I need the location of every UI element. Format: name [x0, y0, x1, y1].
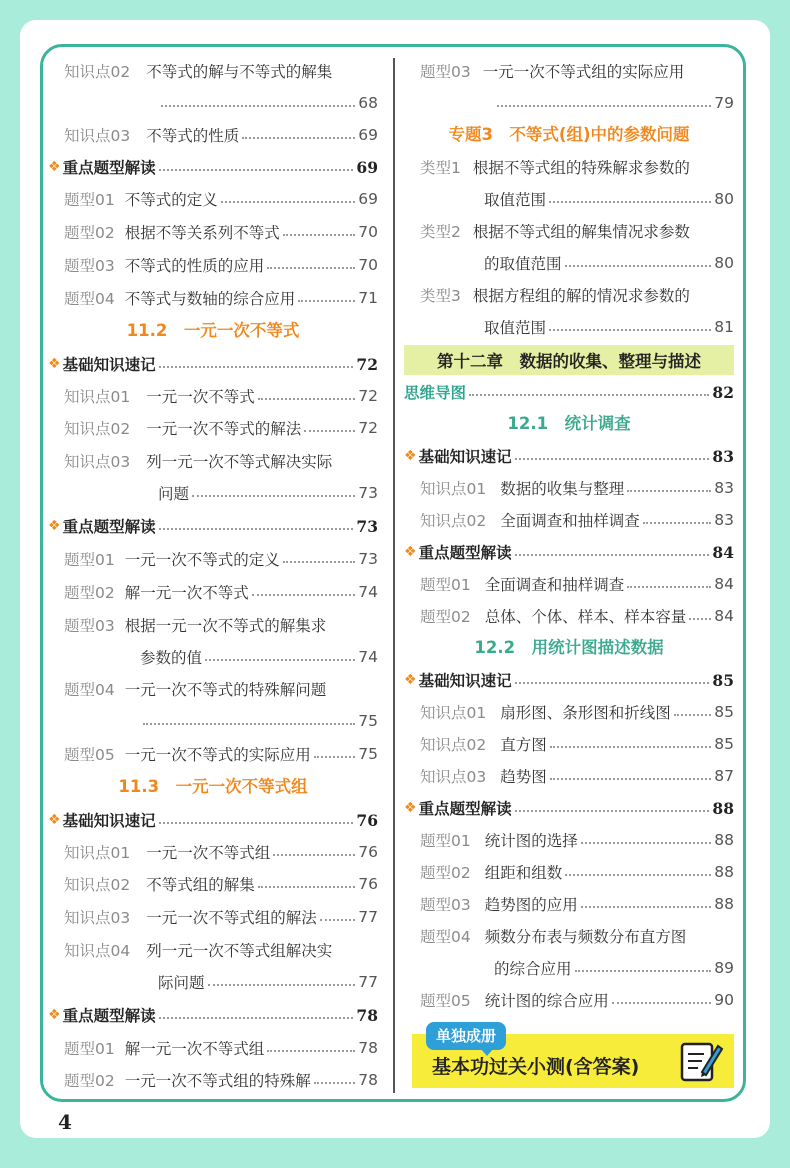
toc-entry[interactable]	[64, 901, 378, 933]
section-header[interactable]	[48, 151, 378, 183]
leader-dots	[192, 495, 355, 497]
entry-page: 90	[714, 991, 734, 1009]
entry-title: 趋势图的应用	[484, 896, 578, 914]
entry-kind: 题型04	[64, 290, 115, 308]
section-header[interactable]	[48, 804, 378, 836]
section-page: 76	[356, 810, 378, 830]
entry-kind: 题型03	[420, 63, 471, 81]
entry-title: 解一元一次不等式组	[124, 1040, 265, 1058]
leader-dots	[320, 919, 356, 921]
entry-title-continued: 的取值范围	[484, 255, 562, 273]
entry-page: 89	[714, 959, 734, 977]
diamond-icon: ❖	[48, 356, 61, 372]
entry-page: 74	[358, 648, 378, 666]
leader-dots	[258, 398, 356, 400]
leader-dots	[159, 1017, 354, 1019]
diamond-icon: ❖	[48, 518, 61, 534]
leader-dots	[581, 842, 712, 844]
page-number: 4	[58, 1110, 72, 1134]
leader-dots	[549, 201, 711, 203]
toc-entry-continued[interactable]	[484, 247, 734, 279]
entry-kind: 知识点03	[64, 909, 131, 927]
entry-title: 不等式的定义	[124, 191, 218, 209]
entry-title-continued: 取值范围	[484, 319, 547, 337]
leader-dots	[565, 265, 712, 267]
entry-title-continued: 参数的值	[140, 649, 203, 667]
entry-title: 根据一元一次不等式的解集求	[124, 617, 327, 635]
leader-dots	[221, 201, 356, 203]
leader-dots	[515, 554, 710, 556]
leader-dots	[242, 137, 355, 139]
supplement-tag: 单独成册	[426, 1022, 506, 1050]
entry-page: 73	[358, 484, 378, 502]
entry-kind: 题型05	[420, 992, 471, 1010]
entry-title: 解一元一次不等式	[124, 584, 249, 602]
section-header[interactable]	[48, 510, 378, 542]
entry-page: 85	[714, 703, 734, 721]
leader-dots	[252, 594, 356, 596]
entry-kind: 知识点03	[64, 127, 131, 145]
toc-entry[interactable]	[64, 216, 378, 248]
leader-dots	[689, 618, 711, 620]
entry-page: 88	[714, 831, 734, 849]
entry-page: 84	[714, 607, 734, 625]
leader-dots	[469, 394, 709, 396]
entry-title: 根据不等关系列不等式	[124, 224, 280, 242]
entry-page: 76	[358, 843, 378, 861]
section-page: 88	[712, 798, 734, 818]
toc-entry-continued[interactable]	[140, 641, 378, 673]
entry-title: 根据方程组的解的情况求参数的	[472, 287, 690, 305]
section-page: 73	[356, 516, 378, 536]
entry-kind: 题型01	[64, 1040, 115, 1058]
section-title: 基础知识速记	[418, 672, 512, 690]
section-header[interactable]	[404, 792, 734, 824]
entry-kind: 知识点02	[420, 512, 487, 530]
diamond-icon: ❖	[48, 159, 61, 175]
entry-title: 一元一次不等式组	[146, 844, 271, 862]
entry-kind: 知识点01	[420, 704, 487, 722]
section-title: 重点题型解读	[62, 159, 156, 177]
toc-entry[interactable]	[64, 380, 378, 412]
entry-title: 一元一次不等式的解法	[146, 420, 302, 438]
entry-title: 不等式组的解集	[146, 876, 255, 894]
entry-page: 83	[714, 479, 734, 497]
leader-dots	[258, 886, 356, 888]
entry-kind: 题型02	[64, 224, 115, 242]
entry-kind: 题型02	[64, 1072, 115, 1090]
leader-dots	[161, 105, 355, 107]
leader-dots	[515, 458, 710, 460]
entry-title: 扇形图、条形图和折线图	[500, 704, 671, 722]
entry-title-continued: 问题	[158, 485, 190, 503]
toc-entry[interactable]	[64, 412, 378, 444]
entry-kind: 知识点01	[420, 480, 487, 498]
entry-title-continued: 际问题	[158, 974, 205, 992]
entry-kind: 知识点01	[64, 844, 131, 862]
leader-dots	[208, 984, 356, 986]
entry-kind: 知识点02	[64, 63, 131, 81]
leader-dots	[515, 810, 710, 812]
entry-page: 80	[714, 254, 734, 272]
toc-entry[interactable]	[420, 920, 686, 952]
entry-page: 75	[358, 712, 378, 730]
toc-entry[interactable]	[64, 934, 332, 966]
toc-entry-continued[interactable]	[484, 183, 734, 215]
toc-entry-continued[interactable]	[158, 87, 378, 119]
section-header[interactable]	[404, 440, 734, 472]
entry-page: 84	[714, 575, 734, 593]
mind-map-page: 82	[712, 382, 734, 402]
leader-dots	[273, 854, 355, 856]
entry-title: 总体、个体、样本、样本容量	[484, 608, 687, 626]
leader-dots	[643, 522, 712, 524]
entry-page: 69	[358, 190, 378, 208]
toc-entry[interactable]	[64, 1064, 378, 1096]
diamond-icon: ❖	[404, 544, 417, 560]
leader-dots	[205, 659, 355, 661]
entry-kind: 题型03	[64, 257, 115, 275]
entry-title-continued: 取值范围	[484, 191, 547, 209]
leader-dots	[159, 822, 354, 824]
leader-dots	[497, 105, 711, 107]
entry-page: 71	[358, 289, 378, 307]
entry-title: 一元一次不等式的定义	[124, 551, 280, 569]
entry-page: 79	[714, 94, 734, 112]
entry-title: 统计图的选择	[484, 832, 578, 850]
toc-entry[interactable]	[420, 504, 734, 536]
toc-entry[interactable]	[64, 445, 332, 477]
entry-kind: 类型2	[420, 223, 461, 241]
toc-entry[interactable]	[420, 856, 734, 888]
entry-kind: 题型01	[64, 551, 115, 569]
pencil-note-icon	[678, 1038, 724, 1084]
entry-kind: 题型05	[64, 746, 115, 764]
entry-page: 85	[714, 735, 734, 753]
entry-title: 列一元一次不等式解决实际	[146, 453, 333, 471]
leader-dots	[304, 430, 355, 432]
section-page: 84	[712, 542, 734, 562]
toc-entry-continued[interactable]	[140, 705, 378, 737]
section-title: 重点题型解读	[418, 800, 512, 818]
entry-title: 不等式的性质的应用	[124, 257, 265, 275]
toc-entry[interactable]	[64, 183, 378, 215]
entry-kind: 题型01	[420, 576, 471, 594]
entry-kind: 题型04	[420, 928, 471, 946]
entry-kind: 知识点03	[420, 768, 487, 786]
entry-title: 一元一次不等式的特殊解问题	[124, 681, 327, 699]
toc-entry[interactable]	[64, 609, 326, 641]
entry-kind: 题型01	[420, 832, 471, 850]
entry-page: 72	[358, 419, 378, 437]
mind-map-entry[interactable]	[404, 376, 734, 408]
toc-entry[interactable]	[64, 119, 378, 151]
entry-title-continued: 的综合应用	[494, 960, 572, 978]
toc-entry-continued[interactable]	[494, 952, 734, 984]
toc-entry-continued[interactable]	[494, 87, 734, 119]
leader-dots	[627, 490, 711, 492]
entry-kind: 类型1	[420, 159, 461, 177]
chapter-title-banner[interactable]: 第十二章 数据的收集、整理与描述	[404, 345, 734, 375]
toc-entry[interactable]	[64, 55, 332, 87]
entry-page: 87	[714, 767, 734, 785]
toc-entry[interactable]	[420, 568, 734, 600]
leader-dots	[515, 682, 710, 684]
entry-kind: 题型01	[64, 191, 115, 209]
leader-dots	[298, 300, 355, 302]
mind-map-title: 思维导图	[404, 384, 467, 402]
toc-entry[interactable]	[420, 888, 734, 920]
section-title: 基础知识速记	[62, 356, 156, 374]
leader-dots	[550, 746, 712, 748]
entry-page: 88	[714, 895, 734, 913]
section-page: 69	[356, 157, 378, 177]
toc-entry[interactable]	[420, 984, 734, 1016]
subchapter-heading[interactable]: 11.3 一元一次不等式组	[118, 777, 308, 796]
entry-title: 一元一次不等式组的解法	[146, 909, 317, 927]
toc-entry-continued[interactable]	[158, 477, 378, 509]
entry-kind: 题型03	[64, 617, 115, 635]
section-page: 85	[712, 670, 734, 690]
column-divider	[393, 58, 395, 1093]
leader-dots	[627, 586, 711, 588]
leader-dots	[159, 528, 354, 530]
entry-kind: 知识点03	[64, 453, 131, 471]
entry-page: 77	[358, 908, 378, 926]
toc-entry[interactable]	[420, 600, 734, 632]
diamond-icon: ❖	[404, 800, 417, 816]
entry-page: 78	[358, 1039, 378, 1057]
leader-dots	[565, 874, 711, 876]
entry-title: 全面调查和抽样调查	[484, 576, 625, 594]
entry-kind: 知识点02	[64, 420, 131, 438]
entry-title: 根据不等式组的特殊解求参数的	[472, 159, 690, 177]
section-title: 重点题型解读	[62, 1007, 156, 1025]
section-title: 基础知识速记	[418, 448, 512, 466]
diamond-icon: ❖	[404, 448, 417, 464]
entry-title: 组距和组数	[484, 864, 563, 882]
leader-dots	[314, 756, 356, 758]
leader-dots	[575, 970, 712, 972]
entry-title: 趋势图	[500, 768, 547, 786]
toc-entry[interactable]	[420, 215, 690, 247]
leader-dots	[549, 329, 711, 331]
entry-kind: 知识点01	[64, 388, 131, 406]
special-topic-heading[interactable]: 专题3 不等式(组)中的参数问题	[448, 125, 690, 144]
entry-title: 列一元一次不等式组解决实	[146, 942, 333, 960]
entry-page: 81	[714, 318, 734, 336]
entry-page: 75	[358, 745, 378, 763]
subchapter-heading[interactable]: 12.2 用统计图描述数据	[474, 638, 664, 657]
entry-page: 74	[358, 583, 378, 601]
entry-title: 一元一次不等式	[146, 388, 255, 406]
entry-title: 统计图的综合应用	[484, 992, 609, 1010]
section-header[interactable]	[48, 348, 378, 380]
section-page: 83	[712, 446, 734, 466]
entry-page: 72	[358, 387, 378, 405]
entry-kind: 知识点04	[64, 942, 131, 960]
section-page: 72	[356, 354, 378, 374]
toc-entry[interactable]	[420, 760, 734, 792]
toc-entry[interactable]	[420, 151, 690, 183]
entry-page: 69	[358, 126, 378, 144]
leader-dots	[550, 778, 712, 780]
leader-dots	[143, 723, 355, 725]
leader-dots	[267, 267, 355, 269]
entry-kind: 题型02	[420, 608, 471, 626]
entry-page: 77	[358, 973, 378, 991]
entry-title: 根据不等式组的解集情况求参数	[472, 223, 690, 241]
leader-dots	[159, 366, 354, 368]
leader-dots	[674, 714, 712, 716]
entry-title: 全面调查和抽样调查	[500, 512, 640, 530]
entry-title: 数据的收集与整理	[500, 480, 625, 498]
section-page: 78	[356, 1005, 378, 1025]
supplement-title: 基本功过关小测(含答案)	[432, 1056, 640, 1078]
toc-entry[interactable]	[420, 824, 734, 856]
entry-title: 不等式的解与不等式的解集	[146, 63, 333, 81]
diamond-icon: ❖	[404, 672, 417, 688]
entry-kind: 题型02	[420, 864, 471, 882]
entry-page: 78	[358, 1071, 378, 1089]
leader-dots	[283, 234, 356, 236]
entry-kind: 知识点02	[420, 736, 487, 754]
entry-page: 70	[358, 223, 378, 241]
section-header[interactable]	[404, 664, 734, 696]
toc-entry[interactable]	[64, 836, 378, 868]
toc-entry-continued[interactable]	[158, 966, 378, 998]
entry-title: 直方图	[500, 736, 547, 754]
leader-dots	[612, 1002, 712, 1004]
entry-title: 不等式与数轴的综合应用	[124, 290, 296, 308]
entry-page: 73	[358, 550, 378, 568]
entry-kind: 知识点02	[64, 876, 131, 894]
entry-kind: 题型02	[64, 584, 115, 602]
subchapter-heading[interactable]: 12.1 统计调查	[507, 414, 631, 433]
section-title: 基础知识速记	[62, 812, 156, 830]
toc-entry[interactable]	[64, 543, 378, 575]
subchapter-heading[interactable]: 11.2 一元一次不等式	[126, 321, 300, 340]
entry-kind: 类型3	[420, 287, 461, 305]
entry-kind: 题型03	[420, 896, 471, 914]
toc-entry[interactable]	[64, 868, 378, 900]
toc-entry[interactable]	[64, 576, 378, 608]
toc-entry[interactable]	[64, 282, 378, 314]
section-header[interactable]	[48, 999, 378, 1031]
leader-dots	[581, 906, 712, 908]
toc-entry[interactable]	[64, 738, 378, 770]
entry-title: 频数分布表与频数分布直方图	[484, 928, 687, 946]
leader-dots	[283, 561, 356, 563]
entry-page: 68	[358, 94, 378, 112]
toc-entry[interactable]	[64, 1032, 378, 1064]
leader-dots	[159, 169, 354, 171]
toc-entry[interactable]	[420, 696, 734, 728]
entry-title: 不等式的性质	[146, 127, 240, 145]
toc-entry[interactable]	[420, 728, 734, 760]
section-header[interactable]	[404, 536, 734, 568]
entry-page: 76	[358, 875, 378, 893]
toc-entry-continued[interactable]	[484, 311, 734, 343]
leader-dots	[267, 1050, 355, 1052]
section-title: 重点题型解读	[62, 518, 156, 536]
section-title: 重点题型解读	[418, 544, 512, 562]
entry-title: 一元一次不等式的实际应用	[124, 746, 311, 764]
leader-dots	[314, 1082, 356, 1084]
toc-entry[interactable]	[420, 55, 684, 87]
entry-page: 80	[714, 190, 734, 208]
diamond-icon: ❖	[48, 812, 61, 828]
entry-page: 70	[358, 256, 378, 274]
toc-entry[interactable]	[420, 472, 734, 504]
entry-kind: 题型04	[64, 681, 115, 699]
entry-title: 一元一次不等式组的特殊解	[124, 1072, 311, 1090]
diamond-icon: ❖	[48, 1007, 61, 1023]
toc-entry[interactable]	[420, 279, 690, 311]
toc-entry[interactable]	[64, 249, 378, 281]
entry-page: 88	[714, 863, 734, 881]
entry-page: 83	[714, 511, 734, 529]
toc-entry[interactable]	[64, 673, 326, 705]
entry-title: 一元一次不等式组的实际应用	[482, 63, 685, 81]
